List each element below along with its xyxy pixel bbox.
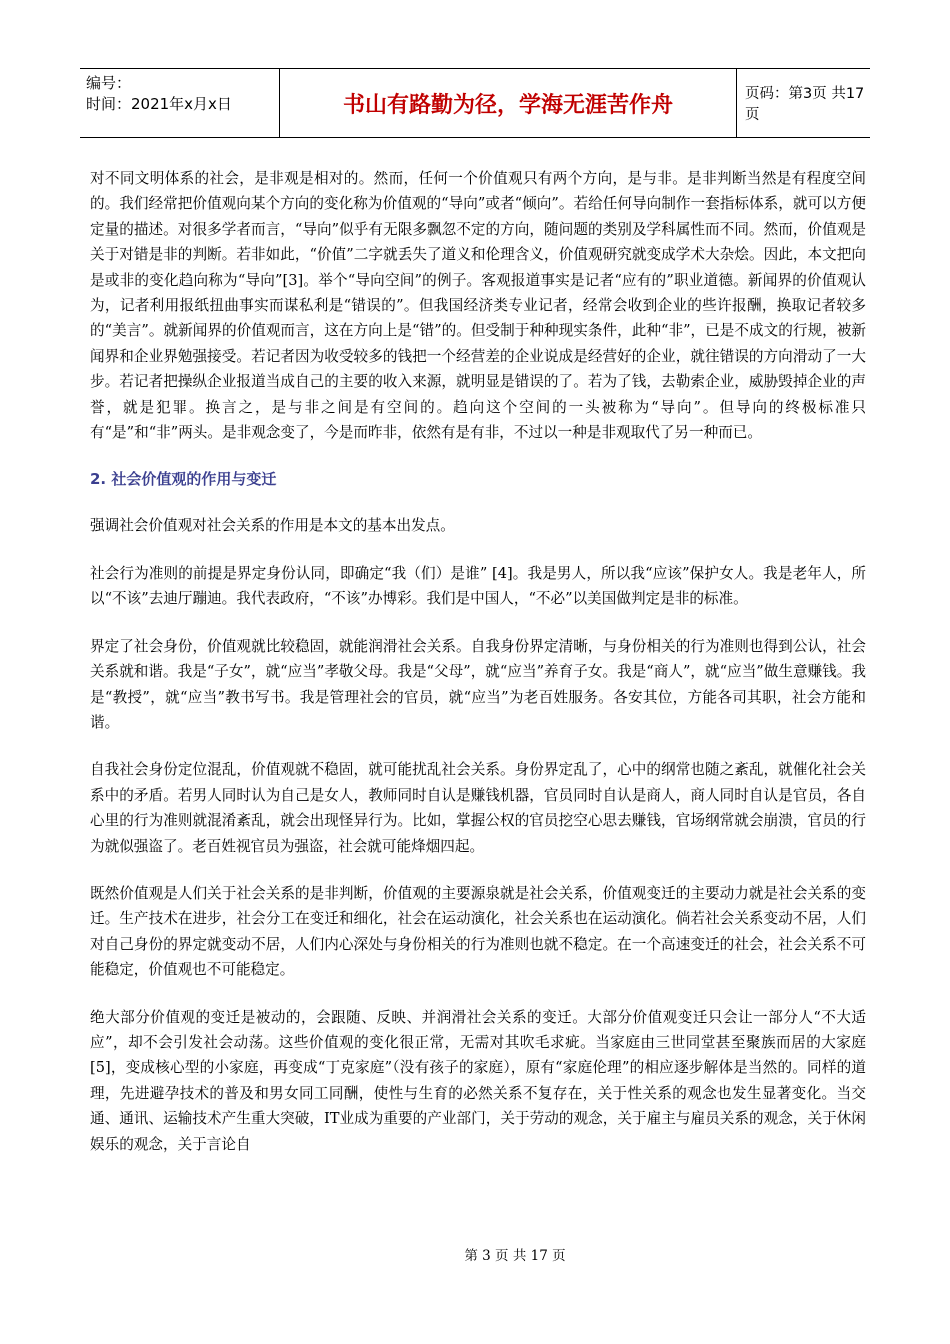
document-time-label: 时间：2021年x月x日 xyxy=(86,95,232,113)
paragraph-5: 自我社会身份定位混乱，价值观就不稳固，就可能扰乱社会关系。身份界定乱了，心中的纲常也随之紊乱，就催化社会关系中的矛盾。若男人同时认为自己是女人，教师同时自认是赚钱机器，官员同时自认是商人，商人同时自认是官员，各自心里的行为准则就混淆紊乱，就会出现怪异行为。比如，掌握公权的官员挖空心思去赚钱，官场纲常就会崩溃，官员的行为就似强盗了。老百姓视官员为强盗，社会就可能烽烟四起。 xyxy=(90,761,866,855)
section-heading: 2. 社会价值观的作用与变迁 xyxy=(90,470,277,489)
document-number-label: 编号： xyxy=(86,74,132,92)
header-page-number: 页码：第3页 共17页 xyxy=(745,86,865,123)
paragraph-6: 既然价值观是人们关于社会关系的是非判断，价值观的主要源泉就是社会关系，价值观变迁的主要动力就是社会关系的变迁。生产技术在进步，社会分工在变迁和细化，社会在运动演化，社会关系也在运动演化。倘若社会关系变动不居，人们对自己身份的界定就变动不居，人们内心深处与身份相关的行为准则也就不稳定。在一个高速变迁的社会，社会关系不可能稳定，价值观也不可能稳定。 xyxy=(90,884,866,979)
paragraph-2: 强调社会价值观对社会关系的作用是本文的基本出发点。 xyxy=(90,517,455,535)
paragraph-4: 界定了社会身份，价值观就比较稳固，就能润滑社会关系。自我身份界定清晰，与身份相关的行为准则也得到公认，社会关系就和谐。我是“子女”，就“应当”孝敬父母。我是“父母”，就“应当”养育子女。我是“商人”，就“应当”做生意赚钱。我是“教授”，就“应当”教书写书。我是管理社会的官员，就“应当”为老百姓服务。各安其位，方能各司其职，社会方能和谐。 xyxy=(90,637,866,731)
header-meta xyxy=(80,69,280,137)
paragraph-1: 对不同文明体系的社会，是非观是相对的。然而，任何一个价值观只有两个方向，是与非。是非判断当然是有程度空间的。我们经常把价值观向某个方向的变化称为价值观的“导向”或者“倾向”。若给任何导向制作一套指标体系，就可以方便定量的描述。对很多学者而言，“导向”似乎有无限多飘忽不定的方向，随问题的类别及学科属性而不同。然而，价值观是关于对错是非的判断。若非如此，“价值”二字就丢失了道义和伦理含义，价值观研究就变成学术大杂烩。因此，本文把向是或非的变化趋向称为“导向”[3]。举个“导向空间”的例子。客观报道事实是记者“应有的”职业道德。新闻界的价值观认为，记者利用报纸扭曲事实而谋私利是“错误的”。但我国经济类专业记者，经常会收到企业的些许报酬，换取记者较多的“美言”。就新闻界的价值观而言，这在方向上是“错”的。但受制于种种现实条件，此种“非”，已是不成文的行规，被新闻界和企业界勉强接受。若记者因为收受较多的钱把一个经营差的企业说成是经营好的企业，就往错误的方向滑动了一大步。若记者把操纵企业报道当成自己的主要的收入来源，就明显是错误的了。若为了钱，去勒索企业，威胁毁掉企业的声誉，就是犯罪。换言之，是与非之间是有空间的。趋向这个空间的一头被称为“导向”。但导向的终极标准只有“是”和“非”两头。是非观念变了，今是而昨非，依然有是有非，不过以一种是非观取代了另一种而已。 xyxy=(90,170,866,442)
paragraph-3: 社会行为准则的前提是界定身份认同，即确定“我（们）是谁” [4]。我是男人，所以我“应该”保护女人。我是老年人，所以“不该”去迪厅蹦迪。我代表政府，“不该”办博彩。我们是中国人，“不必”以美国做判定是非的标准。 xyxy=(90,564,866,608)
header-motto: 书山有路勤为径，学海无涯苦作舟 xyxy=(280,69,737,137)
paragraph-7: 绝大部分价值观的变迁是被动的，会跟随、反映、并润滑社会关系的变迁。大部分价值观变迁只会让一部分人“不大适应”，却不会引发社会动荡。这些价值观的变化很正常，无需对其吹毛求疵。当家庭由三世同堂甚至聚族而居的大家庭[5]，变成核心型的小家庭，再变成“丁克家庭”（没有孩子的家庭），原有“家庭伦理”的相应逐步解体是当然的。同样的道理，先进避孕技术的普及和男女同工同酬，使性与生育的必然关系不复存在，关于性关系的观念也发生显著变化。当交通、通讯、运输技术产生重大突破，IT业成为重要的产业部门，关于劳动的观念，关于雇主与雇员关系的观念，关于休闲娱乐的观念，关于言论自 xyxy=(90,1008,866,1153)
page-footer: 第 3 页 共 17 页 xyxy=(464,1248,566,1264)
document-body xyxy=(90,166,866,1179)
page-header xyxy=(80,68,870,138)
